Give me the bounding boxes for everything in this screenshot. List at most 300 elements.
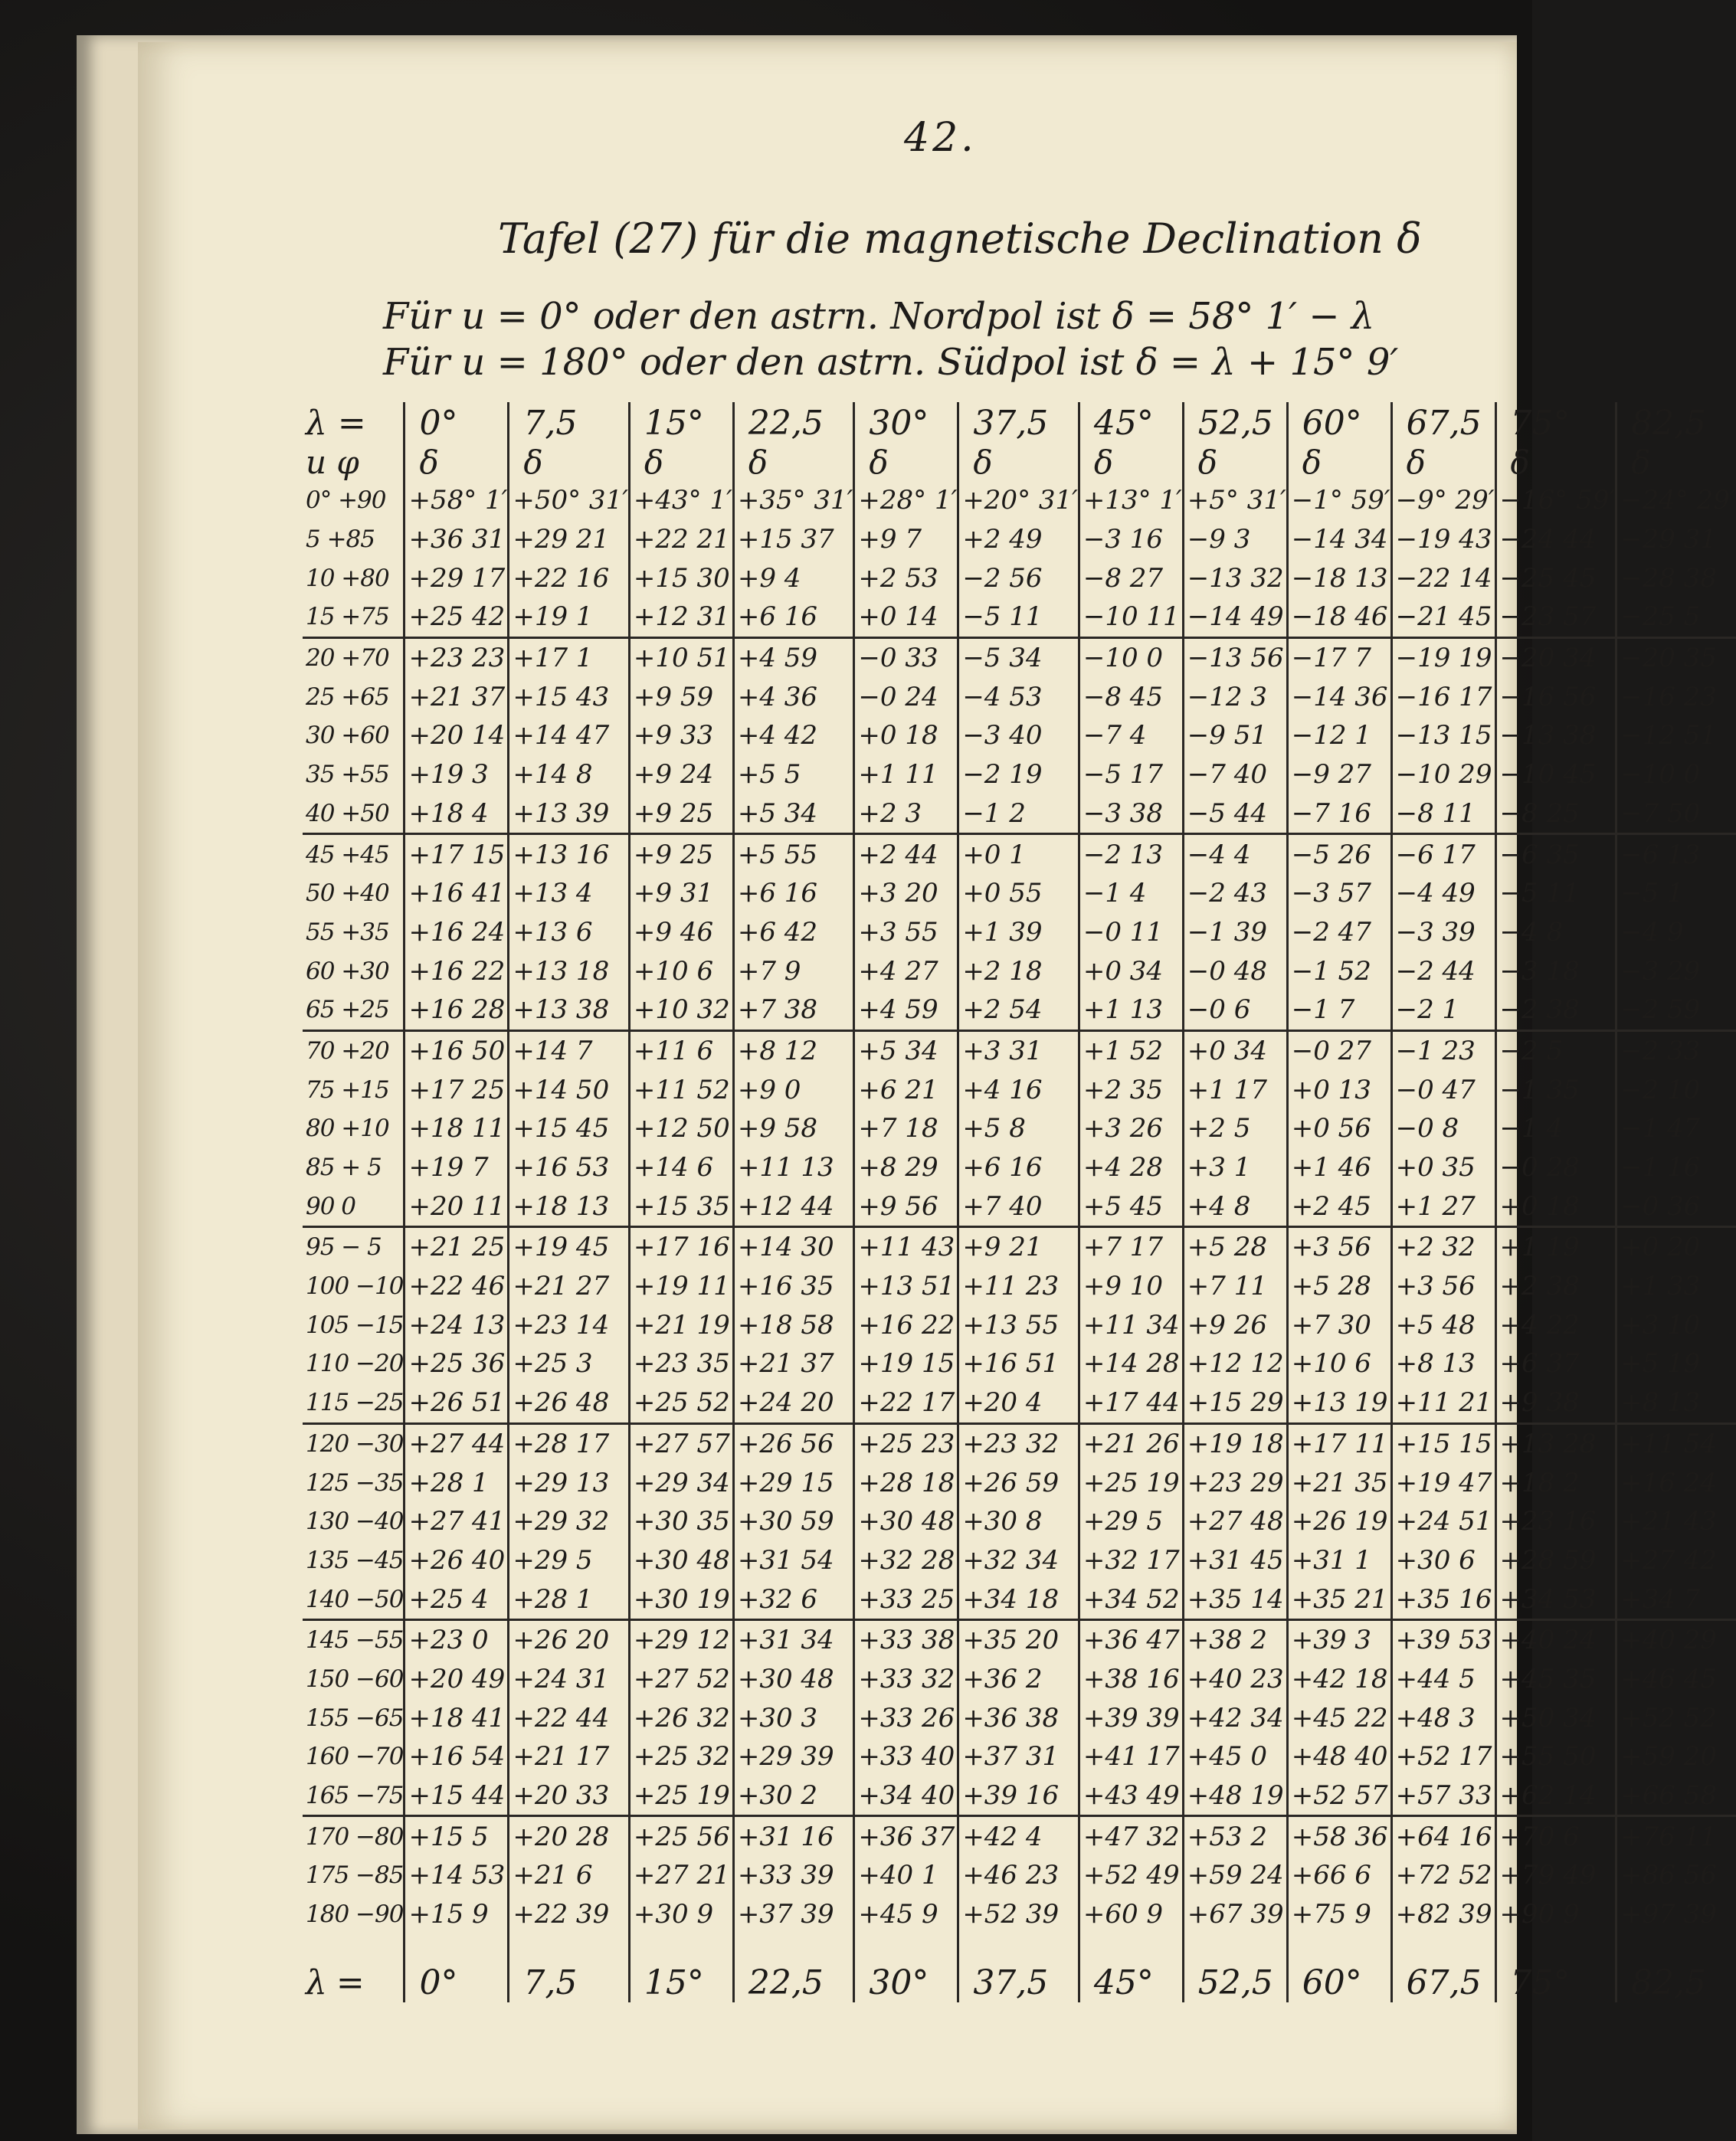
table-cell: −23 57	[1495, 597, 1616, 637]
table-cell: +62 14	[1495, 1776, 1616, 1816]
table-cell: +39 53	[1391, 1619, 1495, 1659]
table-cell: +26 32	[629, 1698, 733, 1737]
table-cell: +28 1	[509, 1580, 630, 1619]
lambda-footer-4: 30°	[854, 1933, 958, 2002]
table-cell: +30 8	[958, 1502, 1079, 1541]
table-cell: −1 2	[958, 794, 1079, 834]
table-cell: −10 0	[1616, 755, 1736, 794]
table-cell: +20 11	[405, 1187, 509, 1226]
table-cell: +2 3	[854, 794, 958, 834]
table-cell: +11 6	[629, 1030, 733, 1070]
table-cell: −25 45	[1495, 558, 1616, 597]
table-cell: −3 39	[1391, 913, 1495, 952]
table-cell: +13 4	[509, 874, 630, 913]
table-cell: −3 40	[958, 716, 1079, 755]
table-cell: +1 39	[958, 913, 1079, 952]
table-cell: +29 5	[509, 1541, 630, 1580]
table-cell: +3 31	[958, 1030, 1079, 1070]
table-cell: +25 23	[854, 1423, 958, 1463]
table-cell: +40 23	[1183, 1660, 1287, 1699]
table-cell: −4 8	[1495, 913, 1616, 952]
lambda-header-3: 22,5	[733, 402, 854, 444]
table-cell: +16 35	[733, 1267, 854, 1306]
table-cell: −5 34	[958, 637, 1079, 677]
table-row	[303, 1856, 1736, 1895]
table-cell: −10 11	[1079, 597, 1183, 637]
table-cell: +22 44	[509, 1698, 630, 1737]
table-cell: +13 38	[509, 990, 630, 1030]
table-cell: +28 17	[509, 1423, 630, 1463]
lambda-footer-7: 52,5	[1183, 1933, 1287, 2002]
table-cell: +52 39	[958, 1895, 1079, 1934]
table-cell: +39 39	[1079, 1698, 1183, 1737]
lambda-footer-0: 0°	[405, 1933, 509, 2002]
row-phi: 10 +80	[306, 564, 389, 592]
row-phi: 90 0	[303, 1187, 405, 1226]
table-row	[303, 1816, 1736, 1856]
table-cell: +34 40	[854, 1776, 958, 1816]
table-cell: +3 56	[1287, 1227, 1391, 1267]
lambda-footer-2: 15°	[629, 1933, 733, 2002]
table-cell: +42 18	[1287, 1660, 1391, 1699]
table-cell: +48 3	[1391, 1698, 1495, 1737]
table-cell: −1° 59′	[1287, 481, 1391, 520]
table-cell: +32 28	[854, 1541, 958, 1580]
table-row	[303, 716, 1736, 755]
table-cell: −0 24	[854, 677, 958, 716]
table-cell: +1 52	[1079, 1030, 1183, 1070]
table-cell: +35 16	[1391, 1580, 1495, 1619]
table-cell: +26 19	[1287, 1502, 1391, 1541]
table-cell: +11 52	[629, 1070, 733, 1109]
table-cell: +17 44	[1079, 1383, 1183, 1423]
table-cell: +52 52	[1616, 1698, 1736, 1737]
table-cell: +37 31	[958, 1737, 1079, 1776]
lambda-header-0: 0°	[405, 402, 509, 444]
table-cell: −0 33	[854, 637, 958, 677]
table-cell: +26 40	[405, 1541, 509, 1580]
table-cell: +11 21	[1391, 1383, 1495, 1423]
table-cell: +16 51	[958, 1344, 1079, 1383]
table-cell: +5 5	[733, 755, 854, 794]
table-cell: +67 39	[1183, 1895, 1287, 1934]
delta-symbol-2: δ	[629, 444, 733, 481]
table-cell: +10 6	[629, 951, 733, 990]
table-cell: −7 50	[1616, 794, 1736, 834]
table-cell: +31 45	[1183, 1541, 1287, 1580]
row-phi: 60 +30	[306, 957, 389, 985]
row-phi: 145 −55	[306, 1626, 404, 1655]
table-row	[303, 1580, 1736, 1619]
table-cell: +30 48	[733, 1660, 854, 1699]
delta-symbol-1: δ	[509, 444, 630, 481]
table-cell: −4 9	[1616, 913, 1736, 952]
table-cell: +38 16	[1079, 1660, 1183, 1699]
table-cell: +7 40	[958, 1187, 1079, 1226]
table-cell: +1 33	[1616, 1267, 1736, 1306]
table-cell: +26 56	[733, 1423, 854, 1463]
table-cell: −1 23	[1391, 1030, 1495, 1070]
table-cell: −5 26	[1287, 834, 1391, 874]
table-cell: +26 51	[405, 1383, 509, 1423]
table-cell: −1 16	[1616, 1148, 1736, 1187]
lambda-label: λ =	[306, 403, 366, 443]
row-phi: 50 +40	[306, 879, 389, 908]
declination-table	[303, 402, 1736, 2002]
table-cell: +35° 31′	[733, 481, 854, 520]
table-cell: −9 51	[1183, 716, 1287, 755]
table-cell: +6 21	[854, 1070, 958, 1109]
row-phi: 100 −10	[306, 1272, 404, 1301]
table-cell: −14 34	[1287, 520, 1391, 559]
table-cell: +40 29	[1616, 1619, 1736, 1659]
table-cell: +9 7	[854, 520, 958, 559]
table-cell: +24 13	[405, 1305, 509, 1344]
table-cell: +9 25	[629, 834, 733, 874]
table-cell: +21 6	[509, 1856, 630, 1895]
table-row	[303, 558, 1736, 597]
table-cell: +21 37	[405, 677, 509, 716]
table-cell: +9 10	[1079, 1267, 1183, 1306]
table-cell: +17 15	[405, 834, 509, 874]
table-cell: +5 34	[854, 1030, 958, 1070]
table-cell: +16 28	[405, 990, 509, 1030]
lambda-footer-3: 22,5	[733, 1933, 854, 2002]
delta-symbol-4: δ	[854, 444, 958, 481]
lambda-header-8: 60°	[1287, 402, 1391, 444]
row-phi: 125 −35	[306, 1468, 404, 1497]
table-cell: +0 34	[1183, 1030, 1287, 1070]
table-cell: −8 27	[1079, 558, 1183, 597]
table-cell: +42 4	[958, 1816, 1079, 1856]
table-cell: +16 22	[405, 951, 509, 990]
table-cell: +29 39	[733, 1737, 854, 1776]
table-row	[303, 1619, 1736, 1659]
table-row	[303, 481, 1736, 520]
table-cell: +10 51	[629, 637, 733, 677]
table-cell: −2 56	[958, 558, 1079, 597]
row-phi: 15 +75	[303, 597, 405, 637]
table-cell: +57 33	[1391, 1776, 1495, 1816]
table-cell: −29 31	[1616, 520, 1736, 559]
table-cell: −5 11	[1495, 874, 1616, 913]
table-cell: +45 9	[854, 1895, 958, 1934]
table-row	[303, 1148, 1736, 1187]
table-cell: +1 13	[1079, 990, 1183, 1030]
table-cell: +23 29	[1183, 1463, 1287, 1502]
table-cell: +35 20	[958, 1619, 1079, 1659]
table-body	[303, 481, 1736, 1933]
delta-symbol-7: δ	[1183, 444, 1287, 481]
table-cell: +31 16	[733, 1816, 854, 1856]
table-row	[303, 1344, 1736, 1383]
table-cell: −18 13	[1287, 558, 1391, 597]
table-cell: +5 8	[958, 1109, 1079, 1148]
table-cell: +50 34	[1495, 1698, 1616, 1737]
row-phi: 115 −25	[303, 1383, 405, 1423]
table-cell: +14 28	[1079, 1344, 1183, 1383]
table-cell: +16 50	[405, 1030, 509, 1070]
table-cell: +9 21	[958, 1227, 1079, 1267]
table-cell: +3 20	[854, 874, 958, 913]
table-cell: +35 21	[1287, 1580, 1391, 1619]
table-cell: +36 2	[958, 1660, 1079, 1699]
table-cell: −4 4	[1183, 834, 1287, 874]
table-cell: +3 56	[1391, 1267, 1495, 1306]
table-cell: +2 44	[854, 834, 958, 874]
table-cell: +24 51	[1391, 1502, 1495, 1541]
table-cell: +1 11	[854, 755, 958, 794]
table-cell: +28 1	[405, 1463, 509, 1502]
table-cell: +21 43	[1616, 1502, 1736, 1541]
table-cell: −8 45	[1079, 677, 1183, 716]
table-cell: +15 44	[405, 1776, 509, 1816]
table-cell: +14 8	[509, 755, 630, 794]
table-cell: −1 52	[1287, 951, 1391, 990]
table-cell: +12 44	[733, 1187, 854, 1226]
table-cell: +19 7	[405, 1148, 509, 1187]
table-cell: +36 38	[958, 1698, 1079, 1737]
table-cell: +31 1	[1287, 1541, 1391, 1580]
table-cell: +30 48	[854, 1502, 958, 1541]
row-phi: 160 −70	[306, 1743, 404, 1771]
table-row	[303, 1267, 1736, 1306]
table-cell: −13 38	[1495, 716, 1616, 755]
table-cell: +13 18	[509, 951, 630, 990]
table-cell: +31 34	[733, 1619, 854, 1659]
table-row	[303, 637, 1736, 677]
table-cell: +22 17	[854, 1383, 958, 1423]
row-phi: 120 −30	[306, 1429, 404, 1458]
table-cell: +9 56	[854, 1187, 958, 1226]
table-cell: +26 48	[509, 1383, 630, 1423]
table-cell: +14 30	[733, 1227, 854, 1267]
table-cell: +15 30	[629, 558, 733, 597]
table-row	[303, 1737, 1736, 1776]
table-row	[303, 1502, 1736, 1541]
lambda-footer-row	[303, 1933, 1736, 2002]
lambda-header-7: 52,5	[1183, 402, 1287, 444]
table-cell: +16 24	[405, 913, 509, 952]
table-cell: +6 37	[1495, 1344, 1616, 1383]
table-cell: +4 8	[1183, 1187, 1287, 1226]
table-cell: +28 18	[854, 1463, 958, 1502]
delta-symbol-6: δ	[1079, 444, 1183, 481]
delta-symbol-10: δ	[1495, 444, 1616, 481]
table-cell: +35 14	[1183, 1580, 1287, 1619]
lambda-footer-9: 67,5	[1391, 1933, 1495, 2002]
table-cell: +42 34	[1183, 1698, 1287, 1737]
table-cell: −22 14	[1391, 558, 1495, 597]
page-number: 42.	[904, 115, 977, 161]
table-cell: +33 26	[854, 1698, 958, 1737]
table-cell: +36 37	[854, 1816, 958, 1856]
table-cell: +20 4	[958, 1383, 1079, 1423]
table-cell: +30 59	[733, 1502, 854, 1541]
table-cell: +18 41	[405, 1698, 509, 1737]
table-cell: +38 2	[1183, 1619, 1287, 1659]
table-cell: +41 17	[1079, 1737, 1183, 1776]
table-cell: +16 22	[854, 1305, 958, 1344]
table-cell: −13 15	[1391, 716, 1495, 755]
table-cell: +9 31	[629, 874, 733, 913]
table-cell: −2 10	[1616, 1070, 1736, 1109]
row-phi: 0° +90	[306, 486, 386, 515]
table-cell: +9 38	[1495, 1383, 1616, 1423]
table-cell: +29 5	[1079, 1502, 1183, 1541]
table-cell: +24 31	[509, 1660, 630, 1699]
table-cell: +13 39	[509, 794, 630, 834]
table-cell: +25 4	[405, 1580, 509, 1619]
table-cell: −28 38	[1616, 558, 1736, 597]
table-cell: +76 11	[1616, 1816, 1736, 1856]
table-cell: +1 17	[1183, 1070, 1287, 1109]
table-cell: +4 36	[733, 677, 854, 716]
table-cell: +37 39	[733, 1895, 854, 1934]
row-phi: 40 +50	[303, 794, 405, 834]
table-cell: −4 53	[958, 677, 1079, 716]
table-cell: +20° 31′	[958, 481, 1079, 520]
table-cell: +28 59	[1495, 1541, 1616, 1580]
table-cell: +2 49	[958, 520, 1079, 559]
table-cell: +23 16	[1495, 1502, 1616, 1541]
table-row	[303, 1070, 1736, 1109]
table-cell: −16 23	[1616, 677, 1736, 716]
table-cell: +4 22	[1495, 1305, 1616, 1344]
table-cell: −0 47	[1391, 1070, 1495, 1109]
table-cell: +90 9	[1495, 1895, 1616, 1934]
table-cell: +34 18	[958, 1580, 1079, 1619]
table-cell: −2 59	[1616, 990, 1736, 1030]
table-cell: +18 2	[1495, 1463, 1616, 1502]
row-phi: 25 +65	[306, 683, 389, 711]
table-cell: +22 46	[405, 1267, 509, 1306]
lambda-footer-5: 37,5	[958, 1933, 1079, 2002]
table-cell: +9 59	[629, 677, 733, 716]
table-cell: +11 23	[958, 1267, 1079, 1306]
table-cell: +4 59	[733, 637, 854, 677]
table-cell: +15 35	[629, 1187, 733, 1226]
table-cell: +8 13	[1616, 1383, 1736, 1423]
table-row	[303, 1109, 1736, 1148]
table-cell: −1 39	[1183, 913, 1287, 952]
table-row	[303, 1030, 1736, 1070]
delta-symbol-11: δ	[1616, 444, 1736, 481]
table-cell: +40 1	[854, 1856, 958, 1895]
table-row	[303, 834, 1736, 874]
table-cell: +21 35	[1287, 1463, 1391, 1502]
table-cell: −21 45	[1391, 597, 1495, 637]
table-cell: +47 32	[1079, 1816, 1183, 1856]
table-cell: +19 18	[1183, 1423, 1287, 1463]
table-row	[303, 1383, 1736, 1423]
table-cell: +21 17	[509, 1737, 630, 1776]
table-cell: +20 14	[405, 716, 509, 755]
table-cell: −3 29	[1616, 951, 1736, 990]
table-cell: −8 25	[1495, 794, 1616, 834]
table-cell: +1 19	[1495, 1227, 1616, 1267]
table-cell: +25 3	[509, 1344, 630, 1383]
table-cell: −10 45	[1495, 755, 1616, 794]
table-cell: +0 18	[1495, 1187, 1616, 1226]
table-cell: +7 38	[733, 990, 854, 1030]
table-cell: +30 48	[629, 1541, 733, 1580]
table-row	[303, 1227, 1736, 1267]
lambda-header-11: 82,5	[1616, 402, 1736, 444]
table-cell: +60 9	[1079, 1895, 1183, 1934]
table-cell: +15 29	[1183, 1383, 1287, 1423]
table-cell: −16 56	[1495, 677, 1616, 716]
row-phi: 30 +60	[306, 722, 389, 750]
table-cell: +14 7	[509, 1030, 630, 1070]
row-phi: 155 −65	[306, 1704, 404, 1732]
table-cell: +5 28	[1183, 1227, 1287, 1267]
row-phi: 55 +35	[306, 918, 389, 946]
row-phi: 70 +20	[306, 1036, 389, 1065]
table-cell: −5 1	[1616, 874, 1736, 913]
table-cell: +9 25	[629, 794, 733, 834]
declination-table-container	[303, 402, 1736, 2003]
table-cell: +1 27	[1391, 1187, 1495, 1226]
row-phi: 105 −15	[306, 1311, 404, 1339]
table-cell: +17 25	[405, 1070, 509, 1109]
table-row	[303, 597, 1736, 637]
table-cell: +9 58	[733, 1109, 854, 1148]
row-phi: 20 +70	[306, 644, 389, 673]
table-cell: +0 55	[958, 874, 1079, 913]
table-cell: +13 28	[1495, 1423, 1616, 1463]
table-row	[303, 677, 1736, 716]
table-cell: −2 13	[1079, 834, 1183, 874]
table-cell: +8 29	[854, 1148, 958, 1187]
lambda-footer-label: λ =	[306, 1963, 364, 2003]
lambda-header-6: 45°	[1079, 402, 1183, 444]
lambda-footer-6: 45°	[1079, 1933, 1183, 2002]
table-cell: +27 48	[1183, 1502, 1287, 1541]
table-cell: +44 5	[1391, 1660, 1495, 1699]
table-cell: +75 9	[1287, 1895, 1391, 1934]
table-cell: +13 55	[958, 1305, 1079, 1344]
table-cell: +2 45	[1287, 1187, 1391, 1226]
table-cell: −18 46	[1287, 597, 1391, 637]
table-cell: +13° 1′	[1079, 481, 1183, 520]
row-phi: 110 −20	[306, 1350, 404, 1378]
table-cell: −2 43	[1183, 874, 1287, 913]
table-title: Tafel (27) für die magnetische Declination δ	[498, 214, 1422, 263]
delta-symbol-5: δ	[958, 444, 1079, 481]
lambda-header-4: 30°	[854, 402, 958, 444]
row-phi: 75 +15	[306, 1075, 389, 1104]
table-cell: +8 13	[1391, 1344, 1495, 1383]
table-cell: +5 45	[1079, 1187, 1183, 1226]
table-cell: −7 40	[1183, 755, 1287, 794]
table-cell: +31 54	[733, 1541, 854, 1580]
table-cell: +7 9	[733, 951, 854, 990]
table-cell: +2 53	[854, 558, 958, 597]
table-cell: +4 59	[854, 990, 958, 1030]
table-cell: +3 26	[1079, 1109, 1183, 1148]
table-cell: +26 20	[509, 1619, 630, 1659]
table-cell: +13 6	[509, 913, 630, 952]
table-cell: −9 3	[1183, 520, 1287, 559]
table-cell: +36 31	[405, 520, 509, 559]
table-cell: +18 58	[733, 1305, 854, 1344]
table-cell: +5 28	[1287, 1267, 1391, 1306]
table-cell: +53 2	[1183, 1816, 1287, 1856]
table-cell: +9 26	[1183, 1305, 1287, 1344]
table-cell: +21 37	[733, 1344, 854, 1383]
table-cell: +19 1	[509, 597, 630, 637]
